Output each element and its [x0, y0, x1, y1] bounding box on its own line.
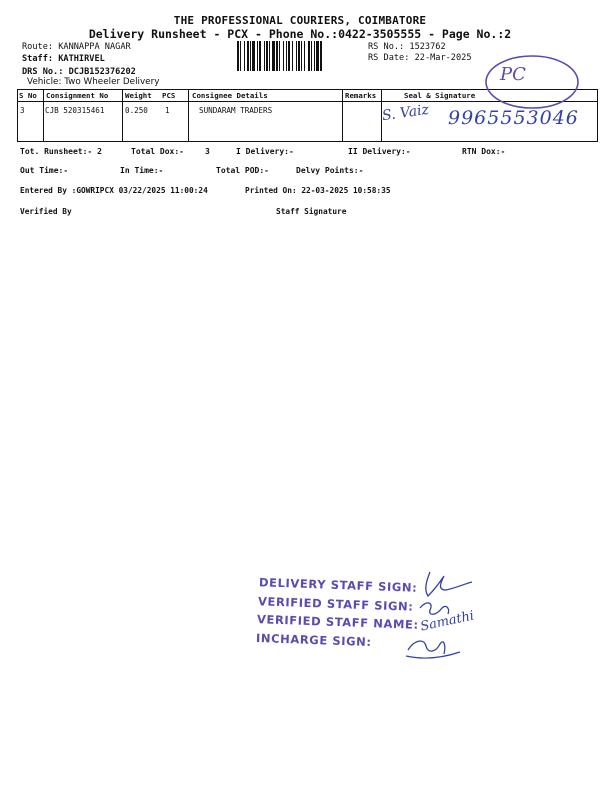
rs-no-value: 1523762: [409, 42, 446, 52]
out-time: Out Time:-: [20, 166, 69, 175]
route-value: KANNAPPA NAGAR: [58, 42, 131, 52]
verified-by: Verified By: [20, 207, 72, 216]
rs-no-line: [368, 42, 446, 52]
barcode: [237, 41, 359, 71]
barcode-bar: [247, 41, 249, 71]
barcode-bar: [279, 41, 280, 71]
barcode-bar: [314, 41, 315, 71]
stamp-incharge-sign: INCHARGE SIGN:: [255, 630, 372, 650]
barcode-bar: [276, 41, 278, 71]
cell-consignment: CJB 520315461: [45, 106, 105, 115]
staff-signature-label: Staff Signature: [276, 207, 347, 216]
stamp-delivery-staff-sign: DELIVERY STAFF SIGN:: [258, 575, 418, 595]
header-sno: S No: [19, 91, 37, 100]
barcode-bar: [292, 41, 293, 71]
entered-by: Entered By :GOWRIPCX 03/22/2025 11:00:24: [20, 186, 208, 195]
barcode-bar: [288, 41, 290, 71]
header-consignment: Consignment No: [46, 91, 109, 100]
header-seal: Seal & Signature: [404, 91, 476, 100]
staff-value: KATHIRVEL: [58, 54, 105, 64]
rs-date-label: RS Date:: [368, 53, 410, 63]
handwritten-signature: S. Vaiz: [381, 101, 430, 125]
drs-value: DCJB152376202: [68, 67, 136, 77]
cell-weight: 0.250: [125, 106, 148, 115]
barcode-bar: [269, 41, 270, 71]
drs-label: DRS No.:: [22, 67, 64, 77]
stamp-handwritten-name: Samathi: [419, 608, 476, 635]
barcode-bar: [316, 41, 319, 71]
vehicle-value: Two Wheeler Delivery: [64, 77, 160, 87]
document-title: Delivery Runsheet - PCX - Phone No.:0422-3505555 - Page No.:2: [88, 27, 512, 41]
vehicle-label: Vehicle:: [27, 77, 62, 87]
barcode-bar: [257, 41, 258, 71]
stamp-verified-staff-sign: VERIFIED STAFF SIGN:: [257, 594, 414, 614]
barcode-bar: [308, 41, 310, 71]
rs-date-value: 22-Mar-2025: [414, 53, 472, 63]
barcode-bar: [264, 41, 265, 71]
company-name: THE PROFESSIONAL COURIERS, COIMBATORE: [173, 14, 427, 27]
stamp-verified-staff-name: VERIFIED STAFF NAME:: [256, 612, 419, 632]
header-remarks: Remarks: [345, 91, 377, 100]
route-label: Route:: [22, 42, 54, 52]
barcode-bar: [244, 41, 245, 71]
total-dox-label: Total Dox:-: [131, 147, 184, 156]
cell-consignee: SUNDARAM TRADERS: [199, 106, 273, 115]
printed-on: Printed On: 22-03-2025 10:58:35: [245, 186, 391, 195]
staff-line: [22, 54, 105, 64]
round-stamp-text: PC: [500, 64, 526, 85]
rs-no-label: RS No.:: [368, 42, 405, 52]
cell-sno: 3: [20, 106, 25, 115]
vehicle-line: [27, 77, 159, 87]
barcode-bar: [304, 41, 305, 71]
barcode-bar: [296, 41, 297, 71]
barcode-bar: [250, 41, 251, 71]
barcode-bar: [237, 41, 239, 71]
barcode-bar: [301, 41, 302, 71]
header-pcs: PCS: [162, 91, 176, 100]
total-dox-value: 3: [205, 147, 210, 156]
barcode-bar: [266, 41, 268, 71]
header-consignee: Consignee Details: [192, 91, 268, 100]
staff-label: Staff:: [22, 54, 54, 64]
header-weight: Weight: [125, 91, 152, 100]
cell-pcs: 1: [165, 106, 170, 115]
rs-date-line: [368, 53, 472, 63]
barcode-bar: [320, 41, 322, 71]
route-line: [22, 42, 131, 52]
tot-runsheet: Tot. Runsheet:- 2: [20, 147, 102, 156]
barcode-bar: [283, 41, 284, 71]
total-pod: Total POD:-: [216, 166, 269, 175]
barcode-bar: [286, 41, 287, 71]
delvy-points: Delvy Points:-: [296, 166, 364, 175]
ii-delivery: II Delivery:-: [348, 147, 411, 156]
handwritten-phone: 9965553046: [448, 107, 579, 129]
drs-line: [22, 67, 136, 77]
barcode-bar: [259, 41, 261, 71]
barcode-bar: [298, 41, 300, 71]
round-stamp: [480, 50, 580, 110]
barcode-bar: [252, 41, 255, 71]
i-delivery: I Delivery:-: [236, 147, 294, 156]
barcode-bar: [272, 41, 275, 71]
in-time: In Time:-: [120, 166, 164, 175]
rtn-dox: RTN Dox:-: [462, 147, 506, 156]
barcode-bar: [311, 41, 312, 71]
round-stamp-outline: [480, 50, 580, 110]
barcode-bar: [240, 41, 241, 71]
